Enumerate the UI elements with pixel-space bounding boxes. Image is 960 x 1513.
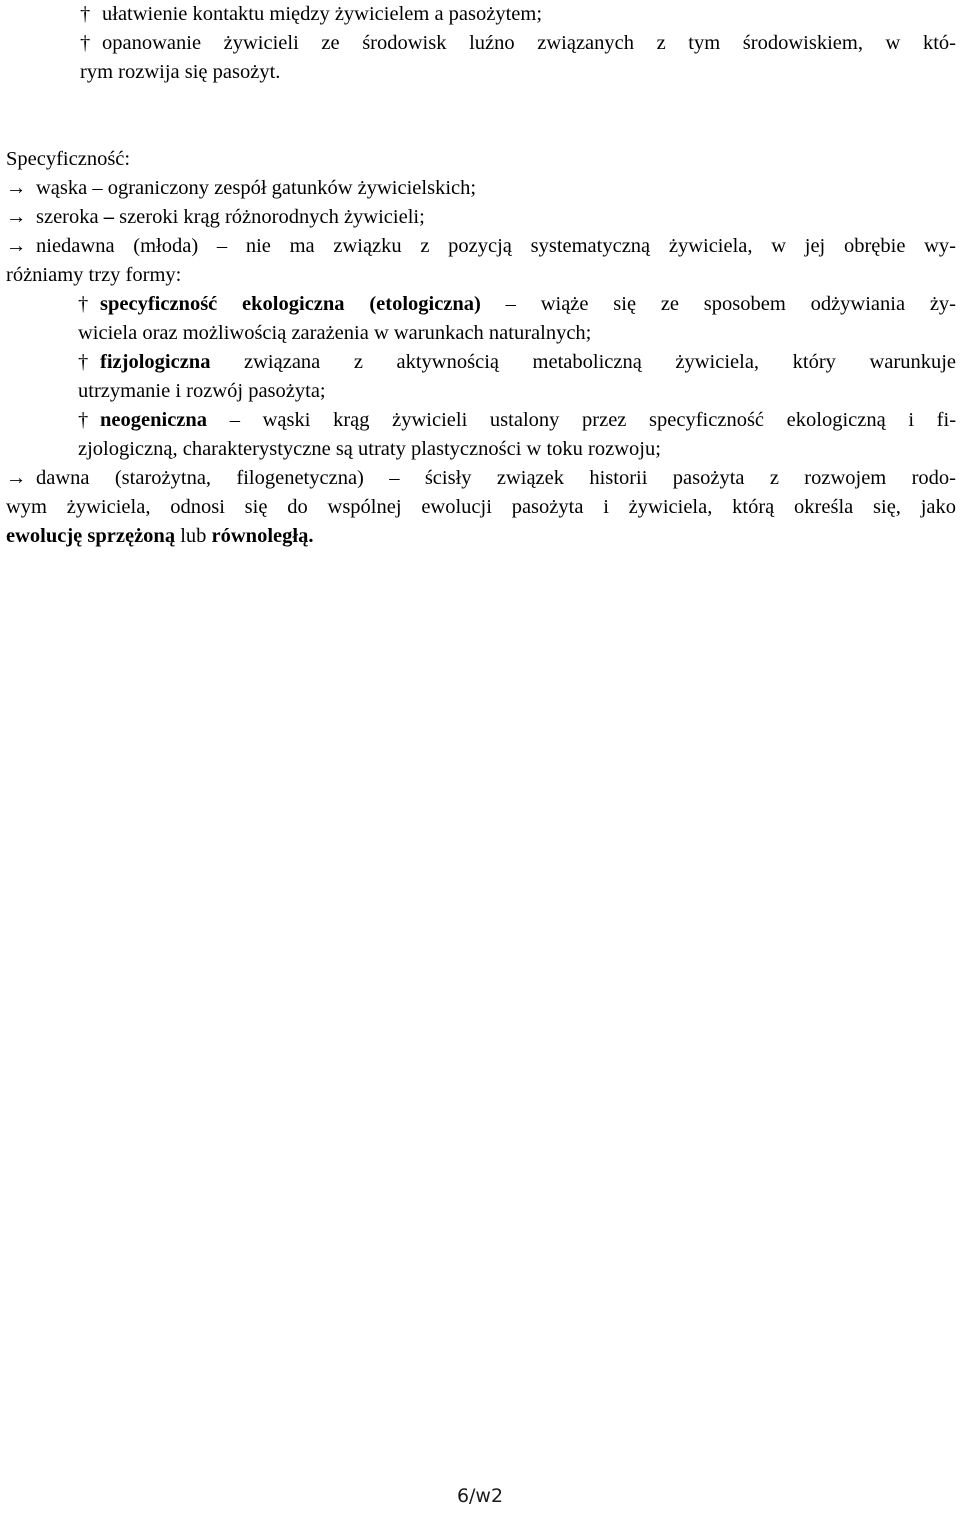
parallel-term: równoległą. [211, 525, 314, 547]
list-item-ancient-line-3 [6, 522, 956, 551]
dagger-icon: † [80, 3, 91, 25]
list-item-ancient-line-2 [6, 493, 956, 522]
dagger-icon: † [78, 293, 89, 315]
neogenic-definition-a: wąski krąg żywicieli ustalony przez specyficzność ekologiczną i fi- [262, 409, 957, 431]
sub-item-physiological-line-2 [6, 377, 956, 406]
list-item-broad [6, 203, 956, 232]
sub-item-ecological-line-1 [6, 290, 956, 319]
ecological-definition-b: wiciela oraz możliwością zarażenia w warunkach naturalnych; [78, 322, 592, 344]
document-page [6, 0, 956, 551]
dash: – [229, 409, 240, 431]
list-item-narrow [6, 174, 956, 203]
arrow-right-icon: → [6, 235, 27, 257]
narrow-definition: ograniczony zespół gatunków żywicielskich; [107, 177, 477, 199]
dash: – [103, 206, 114, 228]
broad-definition: szeroki krąg różnorodnych żywicieli; [119, 206, 425, 228]
list-item-recent-line-2 [6, 261, 956, 290]
dagger-icon: † [78, 351, 89, 373]
list-item-recent-line-1 [6, 232, 956, 261]
recent-definition-b: różniamy trzy formy: [6, 264, 182, 286]
list-item-ancient-line-1 [6, 464, 956, 493]
dash: – [505, 293, 516, 315]
sub-item-ecological-line-2 [6, 319, 956, 348]
page-number: 6/w2 [456, 1485, 504, 1507]
recent-definition-a: nie ma związku z pozycją systematyczną żywiciela, w jej obrębie wy- [245, 235, 957, 257]
physiological-definition-a: związana z aktywnością metaboliczną żywiciela, który warunkuje [244, 351, 956, 373]
coevolution-term: ewolucję sprzężoną [6, 525, 176, 547]
ecological-definition-a: wiąże się ze sposobem odżywiania ży- [540, 293, 957, 315]
dash: – [389, 467, 400, 489]
arrow-right-icon: → [6, 206, 27, 228]
neogenic-definition-b: zjologiczną, charakterystyczne są utraty plastyczności w toku rozwoju; [78, 438, 661, 460]
physiological-definition-b: utrzymanie i rozwój pasożyta; [78, 380, 326, 402]
dagger-icon: † [80, 32, 91, 54]
intro-item-1 [6, 0, 956, 29]
sub-item-physiological-line-1 [6, 348, 956, 377]
dagger-icon: † [78, 409, 89, 431]
physiological-term: fizjologiczna [100, 351, 211, 373]
sub-item-neogenic-line-2 [6, 435, 956, 464]
ancient-term: dawna (starożytna, filogenetyczna) [36, 467, 364, 489]
ecological-term: specyficzność ekologiczna (etologiczna) [100, 293, 481, 315]
sub-item-neogenic-line-1 [6, 406, 956, 435]
section-heading [6, 145, 956, 174]
ancient-definition-b: wym żywiciela, odnosi się do wspólnej ewolucji pasożyta i żywiciela, którą określa się, jako [6, 496, 956, 518]
recent-term: niedawna (młoda) [36, 235, 199, 257]
ancient-definition-a: ścisły związek historii pasożyta z rozwojem rodo- [424, 467, 956, 489]
intro-item-2-text-b: rym rozwija się pasożyt. [80, 61, 281, 83]
arrow-right-icon: → [6, 177, 27, 199]
arrow-right-icon: → [6, 467, 27, 489]
or-word: lub [180, 525, 207, 547]
broad-term: szeroka [36, 206, 99, 228]
intro-item-1-text: ułatwienie kontaktu między żywicielem a pasożytem; [102, 3, 543, 25]
neogenic-term: neogeniczna [100, 409, 208, 431]
intro-item-2-line-1 [6, 29, 956, 58]
dash: – [92, 177, 103, 199]
section-heading-text: Specyficzność: [6, 148, 131, 170]
intro-item-2-line-2 [6, 58, 956, 87]
dash: – [216, 235, 228, 257]
narrow-term: wąska [36, 177, 88, 199]
intro-item-2-text-a: opanowanie żywicieli ze środowisk luźno związanych z tym środowiskiem, w któ- [102, 32, 956, 54]
